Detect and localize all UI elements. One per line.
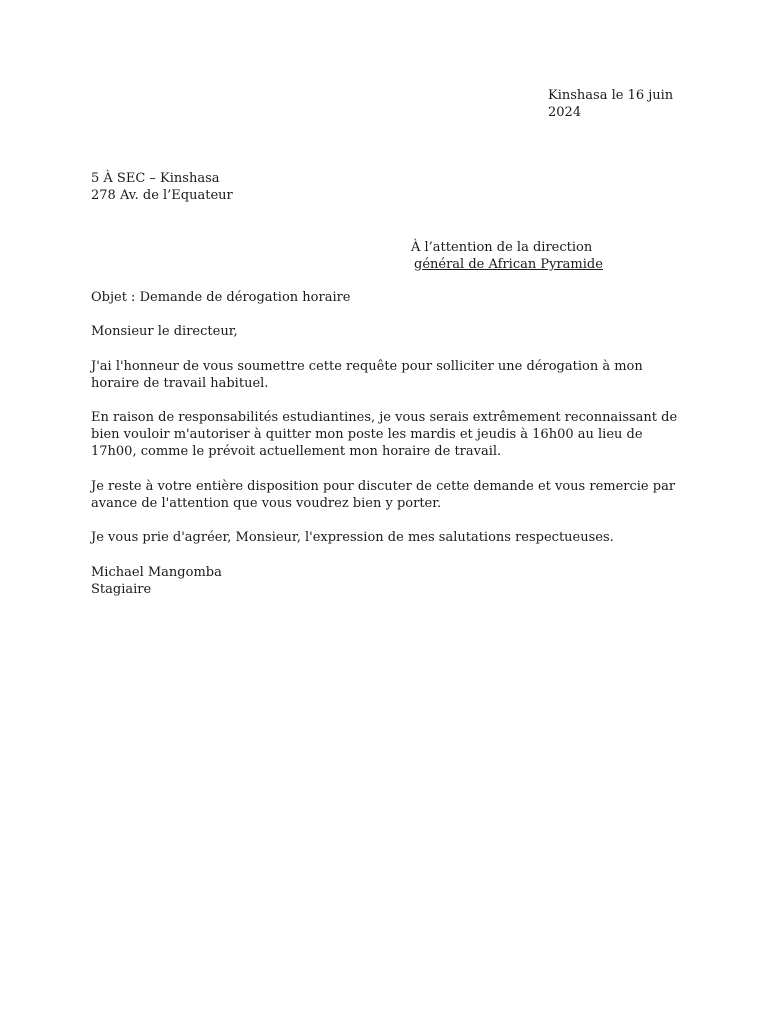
paragraph-2 <box>91 409 677 460</box>
signature-block <box>91 564 222 598</box>
sender-line-1: 5 À SEC – Kinshasa <box>91 171 220 186</box>
paragraph-1 <box>91 358 643 392</box>
date-block <box>548 87 673 121</box>
paragraph-3 <box>91 478 675 512</box>
subject-line: Objet : Demande de dérogation horaire <box>91 290 351 305</box>
recipient-line-2: général de African Pyramide <box>414 257 603 272</box>
paragraph-3-line-1: Je reste à votre entière disposition pour discuter de cette demande et vous remercie par <box>91 479 676 494</box>
date-line-2: 2024 <box>548 105 582 120</box>
signature-name: Michael Mangomba <box>91 565 222 580</box>
recipient-block <box>411 239 603 273</box>
paragraph-2-line-2: bien vouloir m'autoriser à quitter mon poste les mardis et jeudis à 16h00 au lieu de <box>91 427 643 442</box>
paragraph-1-line-1: J'ai l'honneur de vous soumettre cette requête pour solliciter une dérogation à mon <box>91 359 643 374</box>
paragraph-2-line-3: 17h00, comme le prévoit actuellement mon horaire de travail. <box>91 444 502 459</box>
closing-formula: Je vous prie d'agréer, Monsieur, l'expression de mes salutations respectueuses. <box>91 530 614 545</box>
sender-address <box>91 170 233 204</box>
paragraph-1-line-2: horaire de travail habituel. <box>91 376 269 391</box>
signature-title: Stagiaire <box>91 582 152 597</box>
date-line-1: Kinshasa le 16 juin <box>548 88 674 103</box>
sender-line-2: 278 Av. de l’Equateur <box>91 188 233 203</box>
paragraph-3-line-2: avance de l'attention que vous voudrez bien y porter. <box>91 496 442 511</box>
paragraph-2-line-1: En raison de responsabilités estudiantines, je vous serais extrêmement reconnaissant de <box>91 410 678 425</box>
salutation: Monsieur le directeur, <box>91 324 238 339</box>
recipient-line-1: À l’attention de la direction <box>411 240 593 255</box>
